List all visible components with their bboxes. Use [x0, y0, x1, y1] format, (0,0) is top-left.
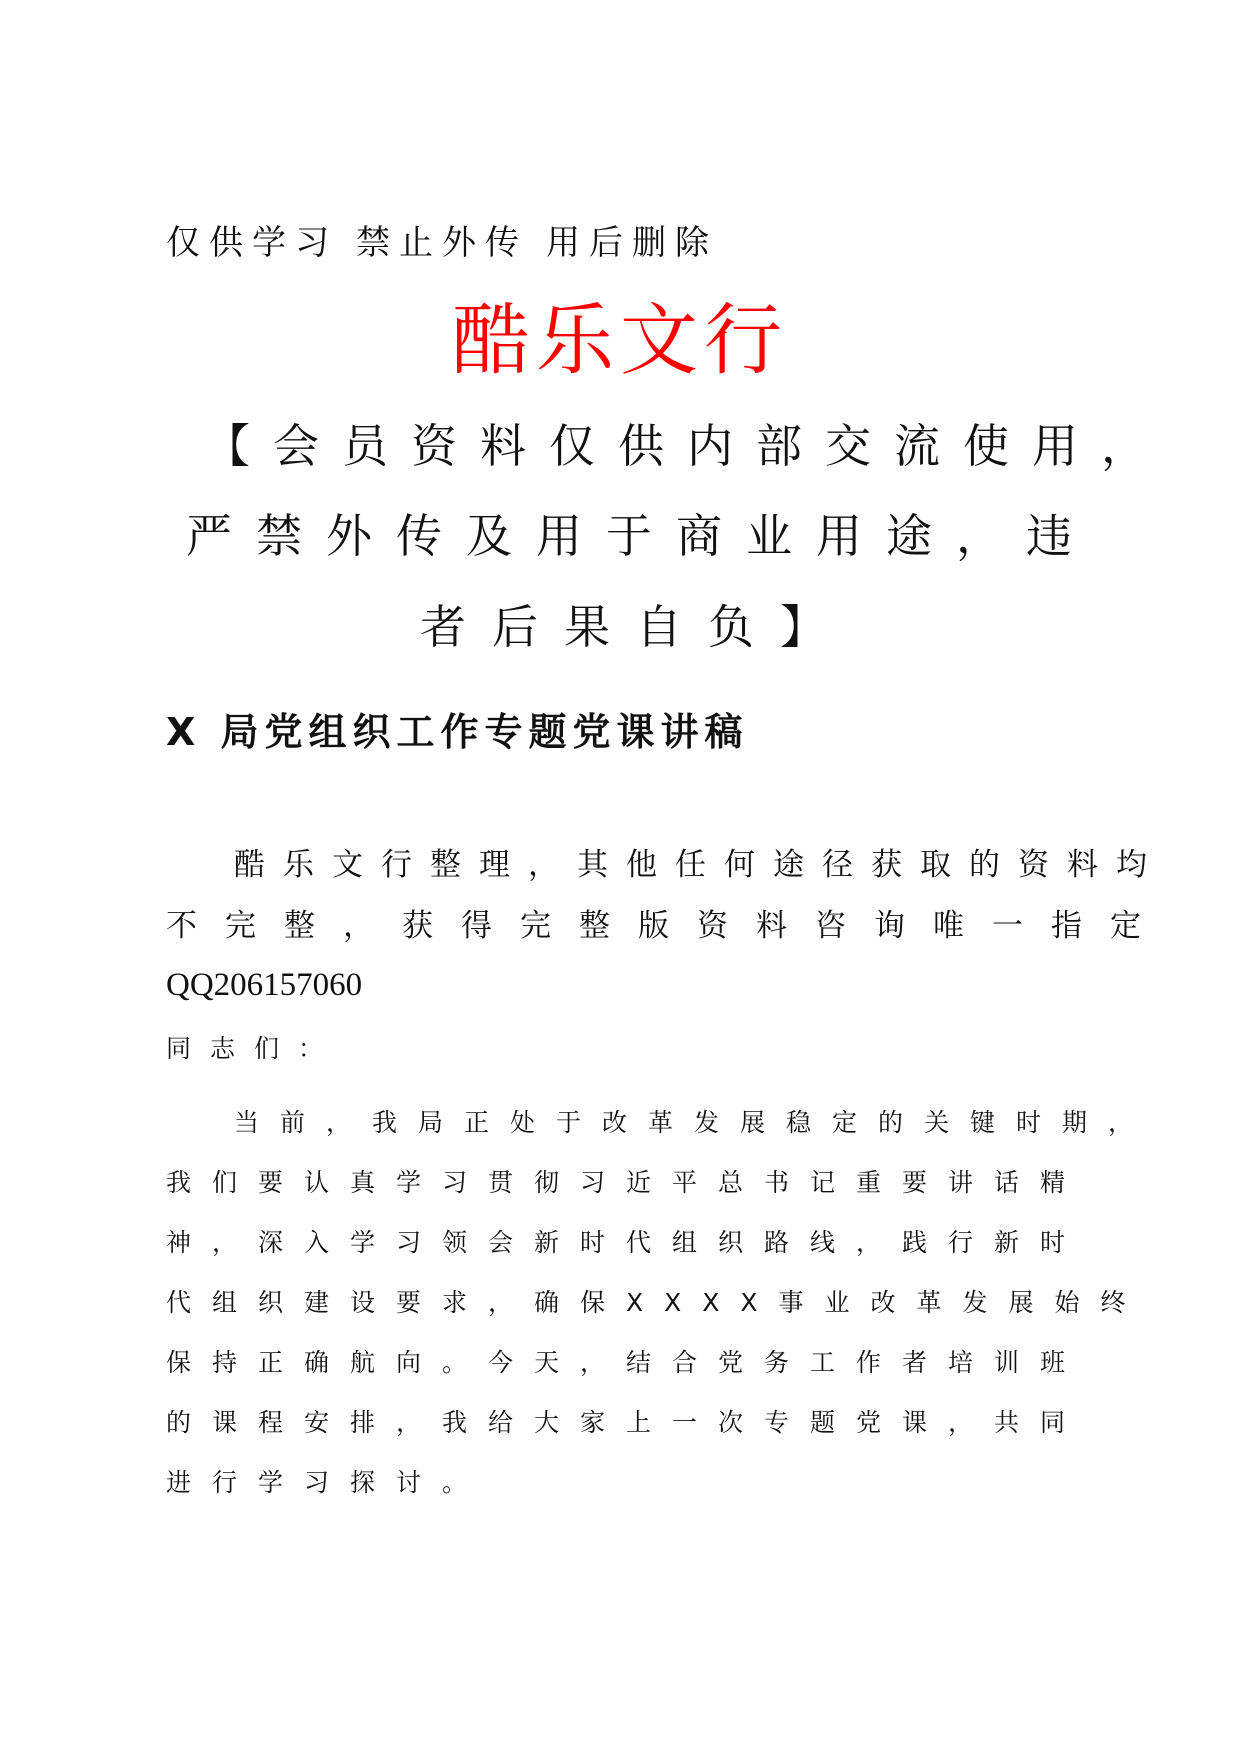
greeting: 同志们： — [166, 1034, 343, 1063]
document-title: X 局党组织工作专题党课讲稿 — [166, 710, 749, 754]
notice-delete-after-use: 用后删除 — [546, 223, 718, 263]
paragraph-line: 我们要认真学习贯彻习近平总书记重要讲话精 — [166, 1168, 1087, 1197]
brand-title: 酷乐文行 — [451, 296, 788, 386]
usage-notice — [166, 223, 718, 263]
disclaimer-line-2: 严禁外传及用于商业用途，违 — [186, 509, 1096, 563]
notice-study-only: 仅供学习 — [166, 223, 338, 263]
paragraph-line: 当前，我局正处于改革发展稳定的关键时期， — [234, 1108, 1155, 1137]
intro-line-2: 不完整，获得完整版资料咨询唯一指定 — [166, 908, 1169, 944]
paragraph-line: 的课程安排，我给大家上一次专题党课，共同 — [166, 1408, 1087, 1437]
paragraph-line: 神，深入学习领会新时代组织路线，践行新时 — [166, 1228, 1087, 1257]
disclaimer-line-1: 【会员资料仅供内部交流使用， — [204, 419, 1170, 473]
disclaimer-line-3: 者后果自负】 — [420, 600, 852, 654]
intro-line-1: 酷乐文行整理，其他任何途径获取的资料均 — [234, 847, 1165, 883]
paragraph-line: 进行学习探讨。 — [166, 1468, 489, 1497]
paragraph-line: 代组织建设要求，确保XXXX事业改革发展始终 — [166, 1288, 1147, 1317]
notice-no-distribution: 禁止外传 — [356, 223, 528, 263]
intro-contact: QQ206157060 — [166, 967, 363, 1003]
paragraph-line: 保持正确航向。今天，结合党务工作者培训班 — [166, 1348, 1087, 1377]
